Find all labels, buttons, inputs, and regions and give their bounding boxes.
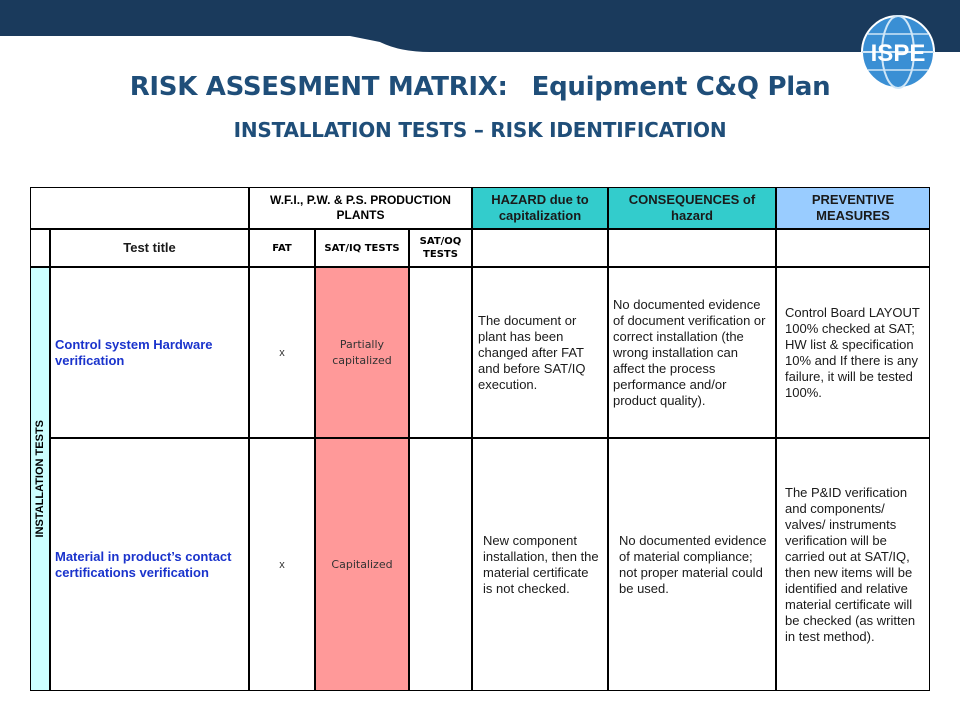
row-2-consequences-text: No documented evidence of material compliance; not proper material could be used. [619, 532, 767, 596]
table-row-2-preventive [776, 438, 930, 691]
table-row-1-sat-iq [315, 267, 409, 438]
page-title [0, 72, 960, 102]
logo-text: ISPE [870, 40, 926, 67]
row-1-fat-value: x [279, 346, 285, 359]
col-fat-label: FAT [272, 242, 292, 254]
col-sat-oq [409, 229, 472, 267]
title-part-b: Equipment C&Q Plan [531, 72, 831, 102]
col-test-title [50, 229, 249, 267]
row-2-preventive-text: The P&ID verification and components/ valves/ instruments verification will be carried out at SAT/IQ, then new items will be identified and relative material certificate will be checked (as written in test method). [785, 484, 916, 644]
header-preventive [776, 187, 930, 229]
table-row-2-consequences [608, 438, 776, 691]
table-row-2-fat [249, 438, 315, 691]
subheader-empty-preventive [776, 229, 930, 267]
col-sat-oq-label: SAT/OQ TESTS [419, 236, 462, 260]
table-row-2-title [50, 438, 249, 691]
header-production-plants [249, 187, 472, 229]
col-fat [249, 229, 315, 267]
top-banner [0, 0, 960, 52]
table-row-1-fat [249, 267, 315, 438]
row-1-hazard-text: The document or plant has been changed after FAT and before SAT/IQ execution. [478, 312, 586, 392]
col-sat-iq [315, 229, 409, 267]
subheader-empty-side [30, 229, 50, 267]
row-1-preventive-text: Control Board LAYOUT 100% checked at SAT; HW list & specification 10% and If there is any failure, it will be tested 100%. [785, 304, 920, 400]
table-row-1-hazard [472, 267, 608, 438]
header-hazard-label: HAZARD due to capitalization [491, 192, 589, 223]
header-production-plants-label: W.F.I., P.W. & P.S. PRODUCTION PLANTS [270, 193, 451, 222]
header-empty-left [30, 187, 249, 229]
col-sat-iq-label: SAT/IQ TESTS [324, 242, 400, 254]
subheader-empty-consequences [608, 229, 776, 267]
table-row-2-hazard [472, 438, 608, 691]
header-consequences-label: CONSEQUENCES of hazard [628, 192, 756, 223]
table-row-2-sat-iq [315, 438, 409, 691]
page-subtitle: INSTALLATION TESTS – RISK IDENTIFICATION [233, 118, 727, 142]
row-1-title: Control system Hardware verification [55, 336, 213, 368]
table-row-1-consequences [608, 267, 776, 438]
table-row-1-title [50, 267, 249, 438]
row-1-sat-iq-value: Partially capitalized [332, 337, 392, 367]
row-2-fat-value: x [279, 558, 285, 571]
table-row-2-sat-oq [409, 438, 472, 691]
col-test-title-label: Test title [123, 240, 176, 255]
header-hazard [472, 187, 608, 229]
row-2-hazard-text: New component installation, then the material certificate is not checked. [483, 532, 599, 596]
side-label-cell [30, 267, 50, 691]
subheader-empty-hazard [472, 229, 608, 267]
row-2-sat-iq-value: Capitalized [331, 557, 393, 571]
header-preventive-label: PREVENTIVE MEASURES [811, 192, 895, 223]
table-row-1-preventive [776, 267, 930, 438]
table-row-1-sat-oq [409, 267, 472, 438]
row-2-title: Material in product’s contact certifications verification [55, 548, 232, 580]
row-1-consequences-text: No documented evidence of document verification or correct installation (the wrong installation can affect the process performance and/or product quality). [613, 296, 766, 408]
header-consequences [608, 187, 776, 229]
title-part-a: RISK ASSESMENT MATRIX: [129, 72, 508, 102]
side-label: INSTALLATION TESTS [34, 420, 46, 538]
